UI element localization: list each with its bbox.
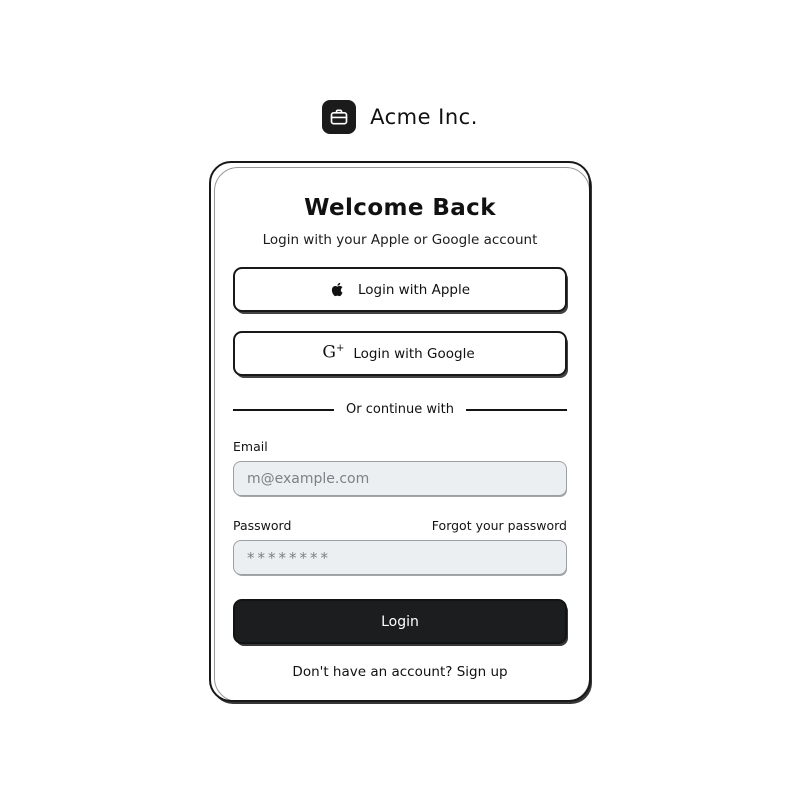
password-label: Password — [233, 518, 292, 533]
email-input[interactable]: m@example.com — [233, 461, 567, 496]
divider — [233, 402, 567, 417]
page-subtitle: Login with your Apple or Google account — [262, 232, 538, 248]
signup-link[interactable]: Sign up — [456, 664, 508, 680]
email-label: Email — [233, 439, 268, 454]
apple-icon — [330, 281, 346, 299]
signup-prompt — [233, 664, 567, 680]
login-with-google-button[interactable] — [233, 331, 567, 376]
password-field-group — [233, 518, 567, 575]
email-field-group — [233, 439, 567, 496]
brand — [322, 100, 478, 134]
password-input[interactable]: ******** — [233, 540, 567, 575]
google-plus-icon: G+ — [322, 342, 345, 363]
divider-label: Or continue with — [346, 402, 454, 417]
signup-prompt-text: Don't have an account? — [292, 664, 457, 680]
divider-line-right — [466, 409, 567, 411]
login-button[interactable]: Login — [233, 599, 567, 644]
briefcase-icon — [322, 100, 356, 134]
email-label-row — [233, 439, 567, 454]
login-with-apple-label: Login with Apple — [357, 281, 471, 298]
login-card — [209, 161, 591, 702]
divider-line-left — [233, 409, 334, 411]
brand-name: Acme Inc. — [370, 105, 478, 129]
password-label-row — [233, 518, 567, 533]
forgot-password-link[interactable]: Forgot your password — [431, 518, 567, 533]
login-with-apple-button[interactable] — [233, 267, 567, 312]
login-with-google-label: Login with Google — [353, 345, 475, 362]
page-title: Welcome Back — [304, 195, 496, 221]
